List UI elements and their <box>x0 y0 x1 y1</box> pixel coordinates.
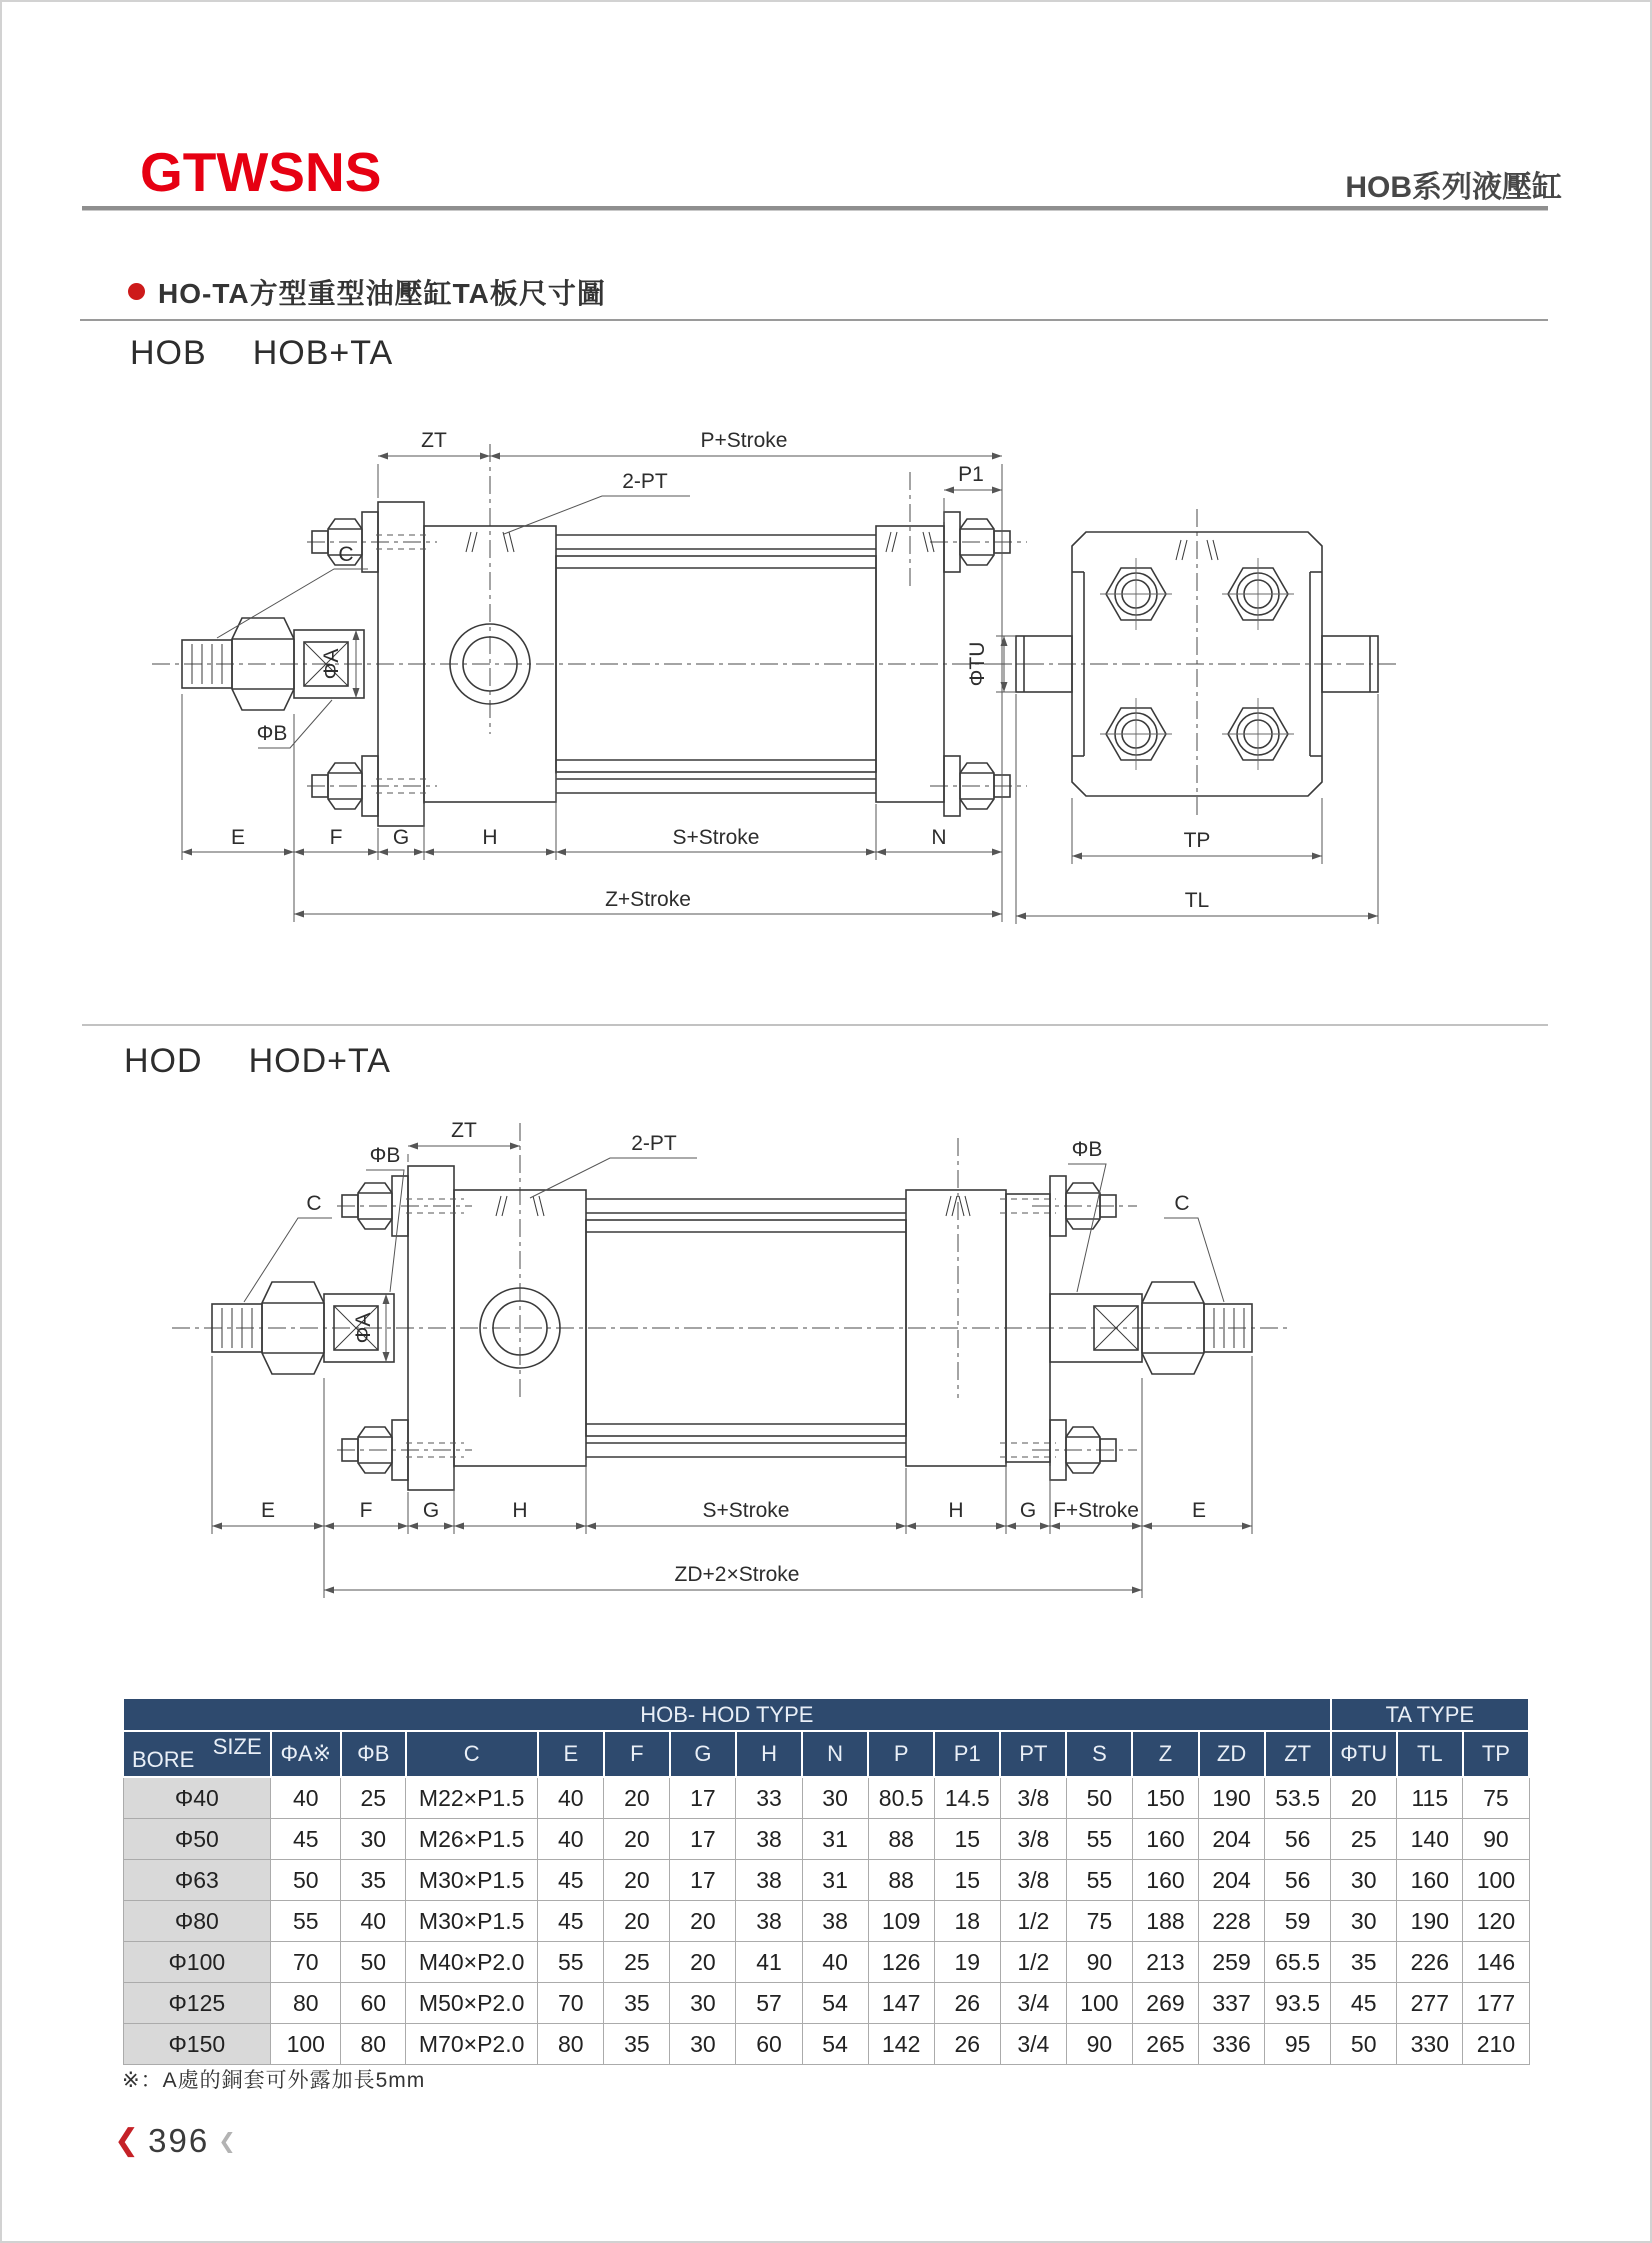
value-cell: 38 <box>736 1901 802 1942</box>
value-cell: 95 <box>1265 2024 1331 2065</box>
value-cell: 45 <box>1331 1983 1397 2024</box>
value-cell: 80 <box>271 1983 341 2024</box>
value-cell: 25 <box>341 1777 406 1819</box>
value-cell: 55 <box>538 1942 604 1983</box>
value-cell: 150 <box>1132 1777 1198 1819</box>
dim-f-stroke: F+Stroke <box>1053 1499 1139 1522</box>
bore-cell: Φ40 <box>123 1777 271 1819</box>
value-cell: 204 <box>1199 1819 1265 1860</box>
col-header: ΦTU <box>1331 1731 1397 1777</box>
value-cell: 3/4 <box>1000 2024 1066 2065</box>
dim-p-stroke: P+Stroke <box>700 429 788 452</box>
value-cell: 50 <box>341 1942 406 1983</box>
table-group-header-row <box>123 1698 1529 1731</box>
value-cell: 177 <box>1463 1983 1529 2024</box>
value-cell: 70 <box>271 1942 341 1983</box>
table-footnote: ※：A處的銅套可外露加長5mm <box>122 2069 426 2092</box>
value-cell: 30 <box>802 1777 868 1819</box>
value-cell: 90 <box>1463 1819 1529 1860</box>
table-row <box>123 1777 1529 1819</box>
col-header: P <box>868 1731 934 1777</box>
dim-phi-tu: ΦTU <box>966 641 989 687</box>
value-cell: 259 <box>1199 1942 1265 1983</box>
value-cell: 30 <box>670 1983 736 2024</box>
value-cell: 20 <box>604 1819 670 1860</box>
value-cell: 190 <box>1199 1777 1265 1819</box>
corner-bore-label: BORE <box>132 1747 195 1772</box>
value-cell: 45 <box>271 1819 341 1860</box>
value-cell: 3/8 <box>1000 1819 1066 1860</box>
value-cell: 337 <box>1199 1983 1265 2024</box>
corner-cell <box>123 1731 271 1777</box>
col-header: G <box>670 1731 736 1777</box>
corner-size-label: SIZE <box>212 1734 262 1759</box>
group-header-hob-hod: HOB- HOD TYPE <box>123 1698 1331 1731</box>
value-cell: 140 <box>1397 1819 1463 1860</box>
value-cell: 33 <box>736 1777 802 1819</box>
value-cell: 147 <box>868 1983 934 2024</box>
dim-zt: ZT <box>451 1119 477 1142</box>
value-cell: 120 <box>1463 1901 1529 1942</box>
value-cell: 54 <box>802 2024 868 2065</box>
value-cell: 80 <box>341 2024 406 2065</box>
bore-cell: Φ80 <box>123 1901 271 1942</box>
value-cell: 50 <box>1066 1777 1132 1819</box>
spec-table <box>122 1697 1530 2065</box>
value-cell: 1/2 <box>1000 1901 1066 1942</box>
value-cell: 88 <box>868 1860 934 1901</box>
section-title: HO-TA方型重型油壓缸TA板尺寸圖 <box>158 278 606 309</box>
col-header: TL <box>1397 1731 1463 1777</box>
value-cell: 3/4 <box>1000 1983 1066 2024</box>
value-cell: 35 <box>604 2024 670 2065</box>
value-cell: 210 <box>1463 2024 1529 2065</box>
value-cell: 31 <box>802 1819 868 1860</box>
dim-h: H <box>482 826 498 849</box>
value-cell: 25 <box>604 1942 670 1983</box>
red-bullet-icon <box>128 283 145 300</box>
value-cell: 30 <box>1331 1860 1397 1901</box>
table-row <box>123 1819 1529 1860</box>
value-cell: 160 <box>1132 1860 1198 1901</box>
dim-f: F <box>329 826 343 849</box>
col-header: H <box>736 1731 802 1777</box>
hod-label: HOD <box>124 1042 203 1080</box>
value-cell: 25 <box>1331 1819 1397 1860</box>
dim-s-stroke: S+Stroke <box>672 826 760 849</box>
value-cell: 3/8 <box>1000 1777 1066 1819</box>
dim-e: E <box>230 826 246 849</box>
value-cell: 20 <box>670 1901 736 1942</box>
value-cell: M26×P1.5 <box>406 1819 538 1860</box>
dim-phi-b-left: ΦB <box>369 1144 401 1167</box>
header-series-title: HOB系列液壓缸 <box>1345 171 1562 204</box>
col-header: ΦB <box>341 1731 406 1777</box>
dim-g-right: G <box>1019 1499 1037 1522</box>
value-cell: 15 <box>934 1860 1000 1901</box>
col-header: S <box>1066 1731 1132 1777</box>
value-cell: 40 <box>271 1777 341 1819</box>
value-cell: 88 <box>868 1819 934 1860</box>
dim-p1: P1 <box>958 463 984 486</box>
value-cell: 60 <box>736 2024 802 2065</box>
col-header: F <box>604 1731 670 1777</box>
value-cell: 55 <box>1066 1860 1132 1901</box>
spec-table-body <box>123 1777 1529 2065</box>
value-cell: 26 <box>934 1983 1000 2024</box>
dim-s-stroke: S+Stroke <box>702 1499 790 1522</box>
value-cell: 204 <box>1199 1860 1265 1901</box>
bore-cell: Φ50 <box>123 1819 271 1860</box>
header-rule <box>82 206 1548 211</box>
hod-diagram <box>152 1098 1332 1638</box>
value-cell: 75 <box>1066 1901 1132 1942</box>
value-cell: 142 <box>868 2024 934 2065</box>
col-header: ZD <box>1199 1731 1265 1777</box>
value-cell: 17 <box>670 1860 736 1901</box>
value-cell: 40 <box>538 1819 604 1860</box>
value-cell: 90 <box>1066 1942 1132 1983</box>
value-cell: 109 <box>868 1901 934 1942</box>
hob-figure-title <box>130 334 393 373</box>
bore-cell: Φ63 <box>123 1860 271 1901</box>
value-cell: 26 <box>934 2024 1000 2065</box>
dim-z-stroke: Z+Stroke <box>605 888 691 911</box>
value-cell: 330 <box>1397 2024 1463 2065</box>
value-cell: 50 <box>271 1860 341 1901</box>
value-cell: 38 <box>736 1860 802 1901</box>
table-row <box>123 1901 1529 1942</box>
col-header: P1 <box>934 1731 1000 1777</box>
value-cell: 228 <box>1199 1901 1265 1942</box>
dim-phi-a: ΦA <box>352 1312 375 1344</box>
dim-c-left: C <box>306 1192 322 1215</box>
value-cell: 40 <box>802 1942 868 1983</box>
value-cell: 19 <box>934 1942 1000 1983</box>
value-cell: 15 <box>934 1819 1000 1860</box>
value-cell: 213 <box>1132 1942 1198 1983</box>
value-cell: 20 <box>604 1860 670 1901</box>
dim-zd-stroke: ZD+2×Stroke <box>674 1563 800 1586</box>
dim-tl: TL <box>1184 889 1210 912</box>
value-cell: 40 <box>341 1901 406 1942</box>
value-cell: 100 <box>1066 1983 1132 2024</box>
value-cell: 59 <box>1265 1901 1331 1942</box>
dim-e-left: E <box>260 1499 276 1522</box>
table-column-header-row <box>123 1731 1529 1777</box>
hob-dimensions <box>182 429 1378 924</box>
value-cell: 14.5 <box>934 1777 1000 1819</box>
value-cell: 265 <box>1132 2024 1198 2065</box>
value-cell: 115 <box>1397 1777 1463 1819</box>
value-cell: 1/2 <box>1000 1942 1066 1983</box>
value-cell: 75 <box>1463 1777 1529 1819</box>
hod-centerlines <box>172 1123 1292 1450</box>
table-row <box>123 1942 1529 1983</box>
value-cell: 35 <box>1331 1942 1397 1983</box>
hob-ta-label: HOB+TA <box>252 334 394 372</box>
col-header: Z <box>1132 1731 1198 1777</box>
dim-g: G <box>392 826 410 849</box>
value-cell: 31 <box>802 1860 868 1901</box>
value-cell: 160 <box>1397 1860 1463 1901</box>
col-header: C <box>406 1731 538 1777</box>
dim-phi-a: ΦA <box>320 648 343 680</box>
page-chevron-left-icon: ❮ <box>114 2124 140 2157</box>
value-cell: 70 <box>538 1983 604 2024</box>
value-cell: 56 <box>1265 1860 1331 1901</box>
bore-cell: Φ150 <box>123 2024 271 2065</box>
value-cell: M50×P2.0 <box>406 1983 538 2024</box>
value-cell: M40×P2.0 <box>406 1942 538 1983</box>
value-cell: 17 <box>670 1819 736 1860</box>
value-cell: 126 <box>868 1942 934 1983</box>
dim-phi-b: ΦB <box>256 722 288 745</box>
value-cell: 100 <box>1463 1860 1529 1901</box>
value-cell: 53.5 <box>1265 1777 1331 1819</box>
dim-2pt: 2-PT <box>622 470 668 493</box>
value-cell: 65.5 <box>1265 1942 1331 1983</box>
value-cell: 93.5 <box>1265 1983 1331 2024</box>
dim-zt: ZT <box>421 429 447 452</box>
value-cell: 269 <box>1132 1983 1198 2024</box>
value-cell: 55 <box>271 1901 341 1942</box>
dim-2pt: 2-PT <box>631 1132 677 1155</box>
value-cell: 41 <box>736 1942 802 1983</box>
col-header: PT <box>1000 1731 1066 1777</box>
brand-logo: GTWSNS <box>140 141 382 203</box>
value-cell: 20 <box>604 1901 670 1942</box>
value-cell: 35 <box>341 1860 406 1901</box>
table-row <box>123 1983 1529 2024</box>
value-cell: M70×P2.0 <box>406 2024 538 2065</box>
dim-tp: TP <box>1183 829 1211 852</box>
dim-f-left: F <box>359 1499 373 1522</box>
hod-dimensions <box>212 1119 1252 1598</box>
value-cell: 30 <box>670 2024 736 2065</box>
value-cell: 40 <box>538 1777 604 1819</box>
value-cell: 146 <box>1463 1942 1529 1983</box>
value-cell: 190 <box>1397 1901 1463 1942</box>
col-header: ZT <box>1265 1731 1331 1777</box>
value-cell: 57 <box>736 1983 802 2024</box>
hod-figure-title <box>124 1042 391 1081</box>
value-cell: 277 <box>1397 1983 1463 2024</box>
value-cell: 50 <box>1331 2024 1397 2065</box>
value-cell: 90 <box>1066 2024 1132 2065</box>
value-cell: 60 <box>341 1983 406 2024</box>
page-number: 396 <box>148 2122 210 2159</box>
value-cell: 38 <box>802 1901 868 1942</box>
spec-table-container <box>122 1697 1530 2057</box>
hob-label: HOB <box>130 334 207 372</box>
value-cell: M30×P1.5 <box>406 1860 538 1901</box>
dim-c-right: C <box>1174 1192 1190 1215</box>
value-cell: M22×P1.5 <box>406 1777 538 1819</box>
dim-g-left: G <box>422 1499 440 1522</box>
section-title-underline <box>80 319 1548 321</box>
page-footer <box>114 2122 236 2160</box>
value-cell: 20 <box>1331 1777 1397 1819</box>
col-header: N <box>802 1731 868 1777</box>
value-cell: 35 <box>604 1983 670 2024</box>
value-cell: 18 <box>934 1901 1000 1942</box>
group-header-ta: TA TYPE <box>1331 1698 1529 1731</box>
hod-ta-label: HOD+TA <box>248 1042 391 1080</box>
dim-c: C <box>338 543 354 566</box>
value-cell: 30 <box>1331 1901 1397 1942</box>
col-header: E <box>538 1731 604 1777</box>
dim-n: N <box>931 826 947 849</box>
col-header: ΦA※ <box>271 1731 341 1777</box>
value-cell: 3/8 <box>1000 1860 1066 1901</box>
value-cell: 38 <box>736 1819 802 1860</box>
value-cell: 80.5 <box>868 1777 934 1819</box>
page-chevron-small-icon: ❮ <box>218 2129 236 2153</box>
value-cell: 17 <box>670 1777 736 1819</box>
table-row <box>123 2024 1529 2065</box>
bore-cell: Φ125 <box>123 1983 271 2024</box>
col-header: TP <box>1463 1731 1529 1777</box>
section-divider <box>82 1024 1548 1026</box>
hob-diagram <box>132 404 1462 964</box>
dim-h-left: H <box>512 1499 528 1522</box>
value-cell: 160 <box>1132 1819 1198 1860</box>
value-cell: 100 <box>271 2024 341 2065</box>
value-cell: M30×P1.5 <box>406 1901 538 1942</box>
value-cell: 188 <box>1132 1901 1198 1942</box>
value-cell: 336 <box>1199 2024 1265 2065</box>
value-cell: 45 <box>538 1901 604 1942</box>
value-cell: 55 <box>1066 1819 1132 1860</box>
value-cell: 226 <box>1397 1942 1463 1983</box>
dim-h-right: H <box>948 1499 964 1522</box>
dim-phi-b-right: ΦB <box>1071 1138 1103 1161</box>
value-cell: 20 <box>604 1777 670 1819</box>
value-cell: 54 <box>802 1983 868 2024</box>
value-cell: 20 <box>670 1942 736 1983</box>
value-cell: 80 <box>538 2024 604 2065</box>
value-cell: 30 <box>341 1819 406 1860</box>
bore-cell: Φ100 <box>123 1942 271 1983</box>
table-row <box>123 1860 1529 1901</box>
value-cell: 45 <box>538 1860 604 1901</box>
dim-e-right: E <box>1191 1499 1207 1522</box>
value-cell: 56 <box>1265 1819 1331 1860</box>
